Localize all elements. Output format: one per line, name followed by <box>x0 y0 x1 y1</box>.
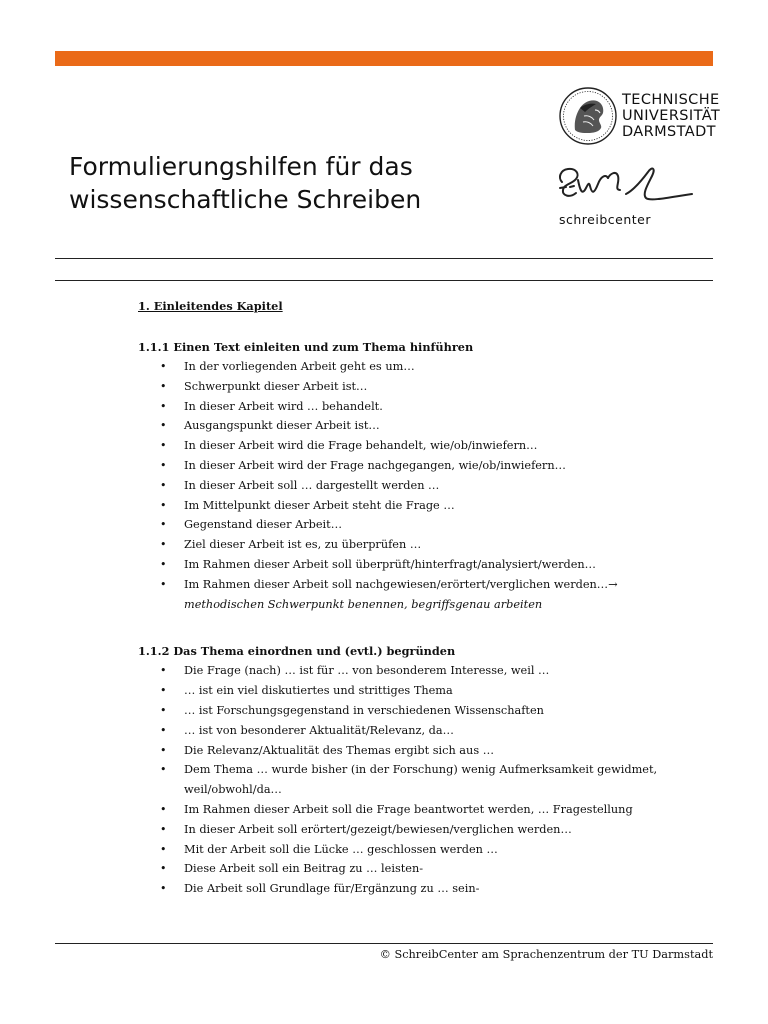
section-1-1-2-list <box>138 661 713 899</box>
bullet-icon: • <box>160 743 167 757</box>
section-1-1-1-list <box>138 357 713 614</box>
footer-copyright: © SchreibCenter am Sprachenzentrum der TU Darmstadt <box>379 948 713 961</box>
list-item-text: Mit der Arbeit soll die Lücke … geschlossen werden … <box>184 842 498 856</box>
list-item-text: Die Relevanz/Aktualität des Themas ergibt sich aus … <box>184 743 495 757</box>
list-item-text: Ziel dieser Arbeit ist es, zu überprüfen … <box>184 538 422 552</box>
list-item-text: Ausgangspunkt dieser Arbeit ist… <box>184 419 380 433</box>
footer-rule <box>55 943 713 944</box>
bullet-icon: • <box>160 458 167 472</box>
bullet-icon: • <box>160 862 167 876</box>
list-item-text: Im Mittelpunkt dieser Arbeit steht die Frage … <box>184 498 455 512</box>
document-title-line-2: wissenschaftliche Schreiben <box>69 185 422 214</box>
athena-seal-icon <box>558 86 618 146</box>
list-item-text: In dieser Arbeit soll … dargestellt werden … <box>184 478 440 492</box>
list-item-text: In dieser Arbeit wird … behandelt. <box>184 399 383 413</box>
schreibcenter-logo <box>556 160 706 230</box>
list-item-text: Im Rahmen dieser Arbeit soll nachgewiesen/erörtert/verglichen werden…→ <box>184 577 618 591</box>
list-item <box>138 377 713 397</box>
list-item <box>138 840 713 860</box>
list-item <box>138 681 713 701</box>
document-title-line-1: Formulierungshilfen für das <box>69 152 413 181</box>
header-rule-top <box>55 258 713 259</box>
bullet-icon: • <box>160 557 167 571</box>
list-item <box>138 515 713 535</box>
bullet-icon: • <box>160 518 167 532</box>
ewl-signature-icon <box>556 160 696 210</box>
list-item-text: In der vorliegenden Arbeit geht es um… <box>184 360 415 373</box>
bullet-icon: • <box>160 822 167 836</box>
university-name-line-1: TECHNISCHE <box>622 92 720 108</box>
list-item <box>138 496 713 516</box>
bullet-icon: • <box>160 842 167 856</box>
bullet-icon: • <box>160 684 167 698</box>
section-heading-1-1-1: 1.1.1 Einen Text einleiten und zum Thema hinführen <box>138 340 474 354</box>
bullet-icon: • <box>160 478 167 492</box>
list-item <box>138 416 713 436</box>
list-item-text: Dem Thema … wurde bisher (in der Forschung) wenig Aufmerksamkeit gewidmet, weil/obwohl/da… <box>184 763 658 797</box>
list-item <box>138 661 713 681</box>
list-item <box>138 721 713 741</box>
method-note: methodischen Schwerpunkt benennen, begriffsgenau arbeiten <box>184 597 543 611</box>
bullet-icon: • <box>160 399 167 413</box>
list-item <box>138 800 713 820</box>
bullet-icon: • <box>160 379 167 393</box>
list-item <box>138 436 713 456</box>
bullet-icon: • <box>160 360 167 373</box>
bullet-icon: • <box>160 882 167 896</box>
university-name <box>622 92 720 140</box>
bullet-icon: • <box>160 703 167 717</box>
bullet-icon: • <box>160 439 167 453</box>
list-item-text: Diese Arbeit soll ein Beitrag zu … leisten- <box>184 862 424 876</box>
list-item-text: In dieser Arbeit wird der Frage nachgegangen, wie/ob/inwiefern… <box>184 458 566 472</box>
bullet-icon: • <box>160 763 167 777</box>
header-rule-bottom <box>55 280 713 281</box>
list-item-text: … ist von besonderer Aktualität/Relevanz, da… <box>184 723 454 737</box>
bullet-icon: • <box>160 419 167 433</box>
tu-darmstadt-logo <box>558 86 721 150</box>
header-accent-bar <box>55 51 713 66</box>
list-item <box>138 879 713 899</box>
list-item <box>138 357 713 377</box>
list-item <box>138 575 713 615</box>
schreibcenter-label: schreibcenter <box>559 212 651 227</box>
list-item <box>138 741 713 761</box>
list-item-text: Die Frage (nach) … ist für … von besonderem Interesse, weil … <box>184 664 550 678</box>
section-heading-1-1-2: 1.1.2 Das Thema einordnen und (evtl.) begründen <box>138 644 456 659</box>
bullet-icon: • <box>160 723 167 737</box>
chapter-heading: 1. Einleitendes Kapitel <box>138 299 283 313</box>
list-item-text: Schwerpunkt dieser Arbeit ist… <box>184 379 368 393</box>
bullet-icon: • <box>160 577 167 591</box>
list-item-text: In dieser Arbeit soll erörtert/gezeigt/bewiesen/verglichen werden… <box>184 822 572 836</box>
list-item <box>138 820 713 840</box>
list-item <box>138 701 713 721</box>
list-item <box>138 859 713 879</box>
university-name-line-3: DARMSTADT <box>622 124 716 140</box>
list-item-text: In dieser Arbeit wird die Frage behandelt, wie/ob/inwiefern… <box>184 439 538 453</box>
document-body <box>138 296 713 899</box>
list-item <box>138 760 713 800</box>
bullet-icon: • <box>160 802 167 816</box>
list-item <box>138 555 713 575</box>
list-item-text: Im Rahmen dieser Arbeit soll überprüft/hinterfragt/analysiert/werden… <box>184 557 596 571</box>
list-item-text: … ist ein viel diskutiertes und strittiges Thema <box>184 684 453 698</box>
list-item <box>138 397 713 417</box>
list-item <box>138 476 713 496</box>
list-item-text: … ist Forschungsgegenstand in verschiedenen Wissenschaften <box>184 703 544 717</box>
bullet-icon: • <box>160 538 167 552</box>
list-item <box>138 456 713 476</box>
list-item-text: Gegenstand dieser Arbeit… <box>184 518 343 532</box>
university-name-line-2: UNIVERSITÄT <box>622 108 721 124</box>
list-item <box>138 535 713 555</box>
list-item-text: Im Rahmen dieser Arbeit soll die Frage beantwortet werden, … Fragestellung <box>184 802 633 816</box>
document-title <box>69 150 421 216</box>
list-item-text: Die Arbeit soll Grundlage für/Ergänzung zu … sein- <box>184 882 480 896</box>
bullet-icon: • <box>160 664 167 678</box>
bullet-icon: • <box>160 498 167 512</box>
